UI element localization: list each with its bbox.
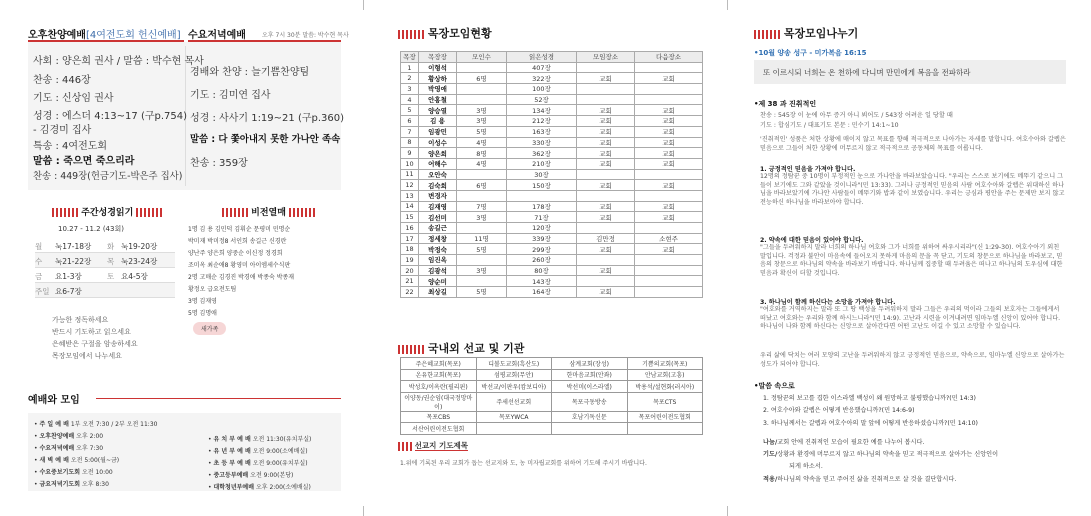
mission-cell: 목포CTS: [627, 392, 703, 411]
cell-group-row: [401, 126, 703, 137]
wednesday-line: 성경 : 사사기 1:19~21 (구p.360): [190, 113, 345, 124]
cell-group-cell: 교회: [577, 148, 635, 159]
cell-group-cell: 교회: [577, 201, 635, 212]
weekly-note: 목장모임에서 나누세요: [52, 352, 122, 360]
prayer-item-cont: 되게 하소서.: [789, 463, 823, 470]
cell-group-status-title: 목장모임현황: [398, 25, 492, 41]
bulletin-page-3: [727, 0, 1091, 516]
cell-group-cell: 교회: [635, 212, 703, 223]
cell-group-cell: 178장: [507, 201, 577, 212]
cell-group-row: [401, 169, 703, 180]
cell-group-cell: 11: [401, 169, 419, 180]
cell-group-cell: 교회: [635, 180, 703, 191]
cell-group-row: [401, 73, 703, 84]
wednesday-worship-subtitle: 오후 7시 30분 말씀: 박수현 목사: [262, 32, 349, 39]
col-header: 모임장소: [577, 52, 635, 63]
cell-group-row: [401, 148, 703, 159]
afternoon-worship-title: 오후찬양예배[4여전도회 헌신예배]: [28, 30, 181, 41]
cell-group-cell: 1: [401, 62, 419, 73]
mission-row: [401, 381, 703, 393]
cell-group-cell: 15: [401, 212, 419, 223]
vision-line: 황정오 급요전도팀: [188, 286, 237, 293]
cell-group-cell: 322장: [507, 73, 577, 84]
bulletin-page-2: [363, 0, 727, 516]
weekly-reading-table: [35, 238, 175, 298]
cell-group-cell: [577, 84, 635, 95]
cell-group-cell: 소현주: [635, 233, 703, 244]
stripe-decoration: [398, 345, 424, 354]
mission-cell: [627, 423, 703, 435]
mission-cell: 목포CBS: [401, 411, 477, 423]
worship-item: • 초 등 부 예 배 오전 9:00(유치부실): [208, 460, 308, 467]
vision-line: 양난주 양은희 양중순 이신정 정경희: [188, 250, 283, 257]
cell-group-row: [401, 201, 703, 212]
share-item: 나눔/교회 안에 진취적인 모습이 필요한 예를 나누어 봅시다.: [763, 439, 925, 446]
cell-group-cell: 362장: [507, 148, 577, 159]
cell-group-cell: 교회: [577, 244, 635, 255]
cell-group-cell: 교회: [577, 265, 635, 276]
cell-group-cell: 19: [401, 255, 419, 266]
weekly-reading-range: 10.27 - 11.2 (43회): [58, 225, 124, 233]
cell-group-cell: 14: [401, 201, 419, 212]
cell-group-cell: 8명: [457, 148, 507, 159]
cell-group-cell: 5명: [457, 244, 507, 255]
lesson-head: •제 38 과 진취적인: [754, 100, 817, 108]
cell-group-cell: 교회: [635, 126, 703, 137]
cell-group-cell: [457, 276, 507, 287]
worship-item: • 오후찬양예배 오후 2:00: [34, 433, 104, 440]
new-family-badge: 새가족: [193, 322, 226, 335]
mission-cell: 한마음교회(안좌): [552, 369, 628, 381]
cell-group-cell: 김재영: [419, 201, 457, 212]
lesson-prayer: 기도 : 합심기도 / 대표기도 본문 : 민수기 14:1~10: [760, 122, 899, 129]
vision-line: 1명 김 용 김민덕 김휘순 문평미 민명순: [188, 226, 291, 233]
cell-group-cell: 교회: [577, 212, 635, 223]
mission-table-body: [401, 358, 703, 435]
afternoon-line: 사회 : 양은희 권사 / 말씀 : 박수현 목사: [33, 56, 204, 67]
mission-cell: 안남교회(고흥): [627, 369, 703, 381]
mission-row: [401, 358, 703, 370]
prayer-item: 기도/상황과 환경에 머무르지 않고 하나님의 약속을 믿고 적극적으로 살아가는 신앙인이: [763, 451, 999, 458]
cell-group-cell: [635, 84, 703, 95]
cell-group-cell: [457, 223, 507, 234]
lesson-closing: 우리 삶에 닥치는 여러 모양의 고난을 두려워하지 않고 긍정적인 믿음으로, 약속으로, 임마누엘 신앙으로 살아가는 성도가 되어야 합니다.: [760, 352, 1065, 368]
cell-group-cell: 330장: [507, 137, 577, 148]
weekly-note: 반드시 기도하고 읽으세요: [52, 328, 131, 336]
mission-title: 국내외 선교 및 기관: [398, 340, 524, 356]
crop-mark: [727, 0, 728, 10]
cell-group-cell: 최상길: [419, 287, 457, 298]
cell-group-cell: [457, 94, 507, 105]
cell-group-cell: 407장: [507, 62, 577, 73]
col-header: 읽은성경: [507, 52, 577, 63]
cell-group-cell: [577, 255, 635, 266]
cell-group-cell: 교회: [577, 116, 635, 127]
worship-item: • 유 년 부 예 배 오전 9:00(소예배실): [208, 448, 308, 455]
mission-cell: 박성호/이옥란(필리핀): [401, 381, 477, 393]
worship-meetings-divider: [96, 398, 341, 399]
worship-item: • 금요저녁기도회 오후 8:30: [34, 481, 109, 488]
cell-group-cell: 150장: [507, 180, 577, 191]
stripe-decoration: [222, 208, 248, 217]
cell-group-cell: 교회: [577, 287, 635, 298]
cell-group-cell: 교회: [635, 116, 703, 127]
mission-cell: 박용석/설현화(러시아): [627, 381, 703, 393]
col-header: 모인수: [457, 52, 507, 63]
cell-group-table: [400, 51, 703, 298]
cell-group-cell: 양승열: [419, 105, 457, 116]
cell-group-cell: 교회: [577, 126, 635, 137]
afternoon-sermon: 말씀 : 죽으면 죽으리라: [33, 156, 135, 167]
cell-group-cell: 안홍철: [419, 94, 457, 105]
stripe-decoration: [52, 208, 78, 217]
point-2-head: 2. 약속에 대한 믿음이 있어야 합니다.: [760, 237, 864, 244]
vision-line: 5명 김명애: [188, 310, 217, 317]
cell-group-cell: 6명: [457, 180, 507, 191]
cell-group-cell: 30장: [507, 169, 577, 180]
mission-cell: 이양동/권순임(대국정망마이): [401, 392, 477, 411]
cell-group-cell: [635, 190, 703, 201]
cell-group-cell: 교회: [635, 201, 703, 212]
vision-line: 3명 김재영: [188, 298, 217, 305]
cell-group-cell: [577, 169, 635, 180]
cell-group-cell: 52장: [507, 94, 577, 105]
cell-group-cell: 5: [401, 105, 419, 116]
cell-group-cell: [635, 94, 703, 105]
cell-group-cell: 2: [401, 73, 419, 84]
cell-group-cell: 3명: [457, 116, 507, 127]
cell-group-cell: [577, 223, 635, 234]
cell-group-cell: 3: [401, 84, 419, 95]
afternoon-line: 찬송 : 449장(헌금기도-박은주 집사): [33, 171, 183, 182]
mission-cell: 온유한교회(목포): [401, 369, 477, 381]
cell-group-cell: 임진옥: [419, 255, 457, 266]
question-item: 2. 여호수아와 갈렙은 어떻게 반응했습니까?(민 14:6-9): [763, 407, 915, 414]
cell-group-row: [401, 105, 703, 116]
cell-group-cell: 임광민: [419, 126, 457, 137]
cell-group-cell: [577, 94, 635, 105]
lesson-intro: '진취적인' 성품은 처한 상황에 매이지 않고 목표를 향해 적극적으로 나아가는 자세를 말합니다. 여호수아와 갈렙은 믿음으로 그들이 처한 상황에 머무르지 않고 적극적으로 공동체의 목표를 이룹니다.: [760, 136, 1066, 152]
cell-group-cell: 22: [401, 287, 419, 298]
cell-group-cell: 21: [401, 276, 419, 287]
cell-group-cell: 3명: [457, 212, 507, 223]
cell-group-cell: 김광석: [419, 265, 457, 276]
lesson-hymn: 찬송 : 545장 이 눈에 아무 증거 아니 뵈어도 / 543장 어려운 일 당할 때: [760, 112, 953, 119]
wednesday-line: 기도 : 김미연 집사: [190, 90, 271, 101]
weekly-reading-title: 주간성경읽기: [52, 205, 162, 218]
cell-group-row: [401, 116, 703, 127]
mission-cell: 디볼도교회(흑산도): [476, 358, 552, 370]
cell-group-cell: 17: [401, 233, 419, 244]
vision-line: 조미옥 최순애8 황영미 아이엠세수식판: [188, 262, 291, 269]
col-header: 다음장소: [635, 52, 703, 63]
cell-group-cell: [577, 276, 635, 287]
cell-group-cell: 4명: [457, 137, 507, 148]
cell-group-cell: [507, 190, 577, 201]
cell-group-cell: 김 용: [419, 116, 457, 127]
questions-head: •말씀 속으로: [754, 382, 795, 390]
weekly-reading-row: 금 요1-3장 토 요4-5장: [35, 268, 175, 283]
cell-group-cell: 박영애: [419, 84, 457, 95]
point-2-text: "그들을 두려워하지 말라 너희의 하나님 여호와 그가 너희를 위하여 싸우시리라"(신 1:29-30). 여호수아기 외친 말입니다. 걱정과 불안이 마음속에 들어오지 못하게 마음의 문을 꼭 닫고, 기도의 창문으로 하나님을 바라보고, 믿음의 창문으로 하나님의 약속을 바라보기 바랍니다. 하나님께 집중할 때 두려움은 떠나고 하나님의 도우심에 대한 믿음과 확신이 더할 것입니다.: [760, 244, 1063, 277]
stripe-decoration: [754, 30, 780, 39]
col-header: 목장: [401, 52, 419, 63]
weekly-note: 은혜받은 구절을 암송하세요: [52, 340, 138, 348]
cell-group-cell: 교회: [635, 105, 703, 116]
cell-group-cell: 7명: [457, 201, 507, 212]
vision-line: 박미재 박미정8 서인희 송길근 신경란: [188, 238, 287, 245]
vision-line: 2명 고매순 김경진 박경애 박종숙 박종재: [188, 274, 295, 281]
cell-group-cell: 송길근: [419, 223, 457, 234]
cell-group-cell: 박정숙: [419, 244, 457, 255]
mission-cell: 목포YWCA: [476, 411, 552, 423]
mission-cell: [552, 423, 628, 435]
cell-group-cell: 교회: [635, 137, 703, 148]
cell-group-cell: 71장: [507, 212, 577, 223]
cell-group-row: [401, 94, 703, 105]
sharing-title: 목장모임나누기: [754, 25, 858, 41]
worship-item: • 중고등부예배 오전 9:00(본당): [208, 472, 294, 479]
mission-cell: 목포어린이전도협회: [627, 411, 703, 423]
weekly-reading-row: 월 눅17-18장 화 눅19-20장: [35, 238, 175, 253]
cell-group-cell: 어해수: [419, 158, 457, 169]
cell-group-row: [401, 62, 703, 73]
cell-group-row: [401, 212, 703, 223]
cell-group-cell: [635, 287, 703, 298]
cell-group-cell: 100장: [507, 84, 577, 95]
cell-group-cell: 3명: [457, 265, 507, 276]
cell-group-row: [401, 190, 703, 201]
mission-cell: 주은혜교회(목포): [401, 358, 477, 370]
point-3-head: 3. 하나님이 함께 하신다는 소망을 가져야 합니다.: [760, 299, 896, 306]
cell-group-cell: [577, 62, 635, 73]
cell-group-row: [401, 244, 703, 255]
cell-group-table-body: [401, 62, 703, 297]
cell-group-cell: [577, 190, 635, 201]
prayer-title: 선교지 기도제목: [398, 440, 468, 451]
cell-group-cell: 5명: [457, 287, 507, 298]
cell-group-row: [401, 223, 703, 234]
cell-group-cell: 7: [401, 126, 419, 137]
cell-group-cell: 이성수: [419, 137, 457, 148]
wednesday-sermon: 말씀 : 다 쫓아내지 못한 가나안 족속: [190, 134, 341, 145]
cell-group-cell: 교회: [577, 73, 635, 84]
cell-group-cell: [635, 276, 703, 287]
cell-group-cell: [457, 169, 507, 180]
point-3-text: "여호와를 거역하지는 말라 또 그 땅 백성을 두려워하지 말라 그들은 우리의 먹이라 그들의 보호자는 그들에게서 떠났고 여호와는 우리와 함께 하시느니라"(민 14:9). 고난과 시련을 이겨내려면 임마누엘 신앙이 있어야 합니다. 하나님이 나와 함께 하신다는 신앙으로 살아간다면 어떤 고난도 이길 수 있고 소망할 수 있습니다.: [760, 306, 1061, 331]
cell-group-cell: 20: [401, 265, 419, 276]
cell-group-row: [401, 255, 703, 266]
crop-mark: [727, 506, 728, 516]
apply-item: 적용/하나님의 약속을 믿고 주어진 삶을 진취적으로 살 것을 결단합시다.: [763, 476, 957, 483]
mission-cell: 섬평교회(무안): [476, 369, 552, 381]
cell-group-cell: 9: [401, 148, 419, 159]
cell-group-cell: 80장: [507, 265, 577, 276]
mission-cell: 박선교/이판우(캄보디아): [476, 381, 552, 393]
cell-group-cell: [457, 62, 507, 73]
stripe-decoration: [398, 442, 412, 451]
cell-group-cell: 정세창: [419, 233, 457, 244]
cell-group-cell: 4: [401, 94, 419, 105]
cell-group-cell: 교회: [635, 158, 703, 169]
cell-group-row: [401, 84, 703, 95]
cell-group-cell: 16: [401, 223, 419, 234]
cell-group-cell: 5명: [457, 126, 507, 137]
cell-group-cell: 10: [401, 158, 419, 169]
cell-group-cell: 120장: [507, 223, 577, 234]
mission-row: [401, 369, 703, 381]
vision-fruit-title: 비전열매: [222, 205, 315, 218]
cell-group-cell: 13: [401, 190, 419, 201]
cell-group-cell: 변경자: [419, 190, 457, 201]
cell-group-cell: 212장: [507, 116, 577, 127]
weekly-note: 가능한 정독하세요: [52, 316, 109, 324]
worship-meetings-title: 예배와 모임: [28, 395, 80, 406]
cell-group-cell: 164장: [507, 287, 577, 298]
worship-item: • 대학청년부예배 오후 2:00(소예배실): [208, 484, 311, 491]
stripe-decoration: [136, 208, 162, 217]
cell-group-cell: [635, 223, 703, 234]
cell-group-cell: 김숙희: [419, 180, 457, 191]
mission-cell: 박선미(이스라엘): [552, 381, 628, 393]
mission-cell: 기쁨의교회(목포): [627, 358, 703, 370]
cell-group-cell: 교회: [577, 105, 635, 116]
memory-verse-text: 또 이르시되 너희는 온 천하에 다니며 만민에게 복음을 전파하라: [763, 68, 971, 77]
wednesday-line: 경배와 찬양 : 늘기쁨찬양팀: [190, 67, 310, 78]
cell-group-cell: 18: [401, 244, 419, 255]
mission-cell: 서산어린이전도협회: [401, 423, 477, 435]
cell-group-cell: 299장: [507, 244, 577, 255]
cell-group-cell: [457, 255, 507, 266]
worship-item: • 수요저녁예배 오후 7:30: [34, 445, 104, 452]
weekly-reading-row: 주일 요6-7장: [35, 283, 175, 298]
cell-group-cell: [635, 62, 703, 73]
wednesday-line: 찬송 : 359장: [190, 158, 248, 169]
cell-group-cell: 교회: [577, 180, 635, 191]
cell-group-cell: 6: [401, 116, 419, 127]
point-1-text: 12명의 정탐꾼 중 10명이 부정적인 눈으로 가나안을 바라보았습니다. "우리는 스스로 보기에도 메뚜기 같으니 그들이 보기에도 그와 같았을 것이니라"(민 13:33). 그러나 긍정적인 믿음의 사람 여호수아와 갈렙은 위대하신 하나님을 바라보았기에 가나안 사람들이 메뚜기와 밥과 같이 보였습니다. 우리는 긍심과 평안을 주는 문제만 보지 않고 전능하신 하나님을 바라보아야 합니다.: [760, 173, 1065, 206]
cell-group-row: [401, 233, 703, 244]
worship-item: • 새 벽 예 배 오전 5:00(월~금): [34, 457, 120, 464]
point-1-head: 1. 긍정적인 믿음을 가져야 합니다.: [760, 166, 856, 173]
cell-group-cell: 교회: [635, 244, 703, 255]
cell-group-cell: 143장: [507, 276, 577, 287]
cell-group-row: [401, 137, 703, 148]
cell-group-cell: 339장: [507, 233, 577, 244]
cell-group-cell: [635, 265, 703, 276]
crop-mark: [363, 506, 364, 516]
stripe-decoration: [289, 208, 315, 217]
afternoon-line: 기도 : 신상임 권사: [33, 93, 114, 104]
cell-group-cell: [457, 190, 507, 201]
crop-mark: [363, 0, 364, 10]
mission-row: [401, 411, 703, 423]
cell-group-cell: 이형석: [419, 62, 457, 73]
mission-cell: 삼계교회(장성): [552, 358, 628, 370]
mission-cell: [476, 423, 552, 435]
col-header: 목장장: [419, 52, 457, 63]
cell-group-cell: [457, 84, 507, 95]
worship-item: • 수요중보기도회 오전 10:00: [34, 469, 113, 476]
cell-group-cell: 교회: [635, 73, 703, 84]
afternoon-line: 특송 : 4여전도회: [33, 141, 108, 152]
afternoon-line: 성경 : 에스더 4:13~17 (구p.754): [33, 111, 188, 122]
stripe-decoration: [398, 30, 424, 39]
cell-group-cell: 교회: [577, 137, 635, 148]
cell-group-cell: 11명: [457, 233, 507, 244]
cell-group-row: [401, 180, 703, 191]
worship-item: • 유 치 부 예 배 오전 11:30(유치부실): [208, 436, 312, 443]
wednesday-worship-title: 수요저녁예배: [188, 30, 246, 41]
cell-group-cell: [635, 169, 703, 180]
mission-table: [400, 357, 703, 435]
mission-row: [401, 392, 703, 411]
mission-cell: 주세선선교회: [476, 392, 552, 411]
cell-group-cell: [635, 255, 703, 266]
mission-cell: 호남기독신문: [552, 411, 628, 423]
cell-group-row: [401, 276, 703, 287]
cell-group-cell: 교회: [577, 158, 635, 169]
cell-group-cell: 260장: [507, 255, 577, 266]
question-item: 3. 하나님께서는 갈렙과 여호수아의 말 앞에 어떻게 반응하셨습니까?(민 14:10): [763, 420, 978, 427]
cell-group-cell: 교회: [635, 148, 703, 159]
mission-cell: 목포극동방송: [552, 392, 628, 411]
cell-group-cell: 12: [401, 180, 419, 191]
cell-group-cell: 4명: [457, 158, 507, 169]
cell-group-cell: 3명: [457, 105, 507, 116]
cell-group-cell: 김만정: [577, 233, 635, 244]
question-item: 1. 정탐꾼의 보고를 겹한 이스라엘 백성이 왜 원망하고 불평했습니까?(민 14:3): [763, 395, 976, 402]
cell-group-row: [401, 265, 703, 276]
cell-group-row: [401, 158, 703, 169]
prayer-text: 1.위에 기록된 우리 교회가 돕는 선교지와 도, 농 미자립교회를 위하여 기도해 주시기 바랍니다.: [400, 460, 647, 467]
weekly-reading-row: 수 눅21-22장 목 눅23-24장: [35, 253, 175, 268]
cell-group-cell: 오안숙: [419, 169, 457, 180]
afternoon-line: - 김경미 집사: [33, 125, 92, 136]
cell-group-cell: 김선미: [419, 212, 457, 223]
cell-group-cell: 6명: [457, 73, 507, 84]
cell-group-row: [401, 287, 703, 298]
cell-group-cell: 163장: [507, 126, 577, 137]
cell-group-cell: 양은희: [419, 148, 457, 159]
bulletin-page-1: [0, 0, 363, 516]
cell-group-cell: 황상하: [419, 73, 457, 84]
cell-group-cell: 210장: [507, 158, 577, 169]
afternoon-line: 찬송 : 446장: [33, 75, 91, 86]
mission-row: [401, 423, 703, 435]
worship-item: • 주 일 예 배 1부 오전 7:30 / 2부 오전 11:30: [34, 421, 158, 428]
cell-group-cell: 134장: [507, 105, 577, 116]
memory-verse-head: •10월 양송 성구 - 미가복음 16:15: [754, 49, 867, 57]
cell-group-cell: 양순미: [419, 276, 457, 287]
cell-group-cell: 8: [401, 137, 419, 148]
